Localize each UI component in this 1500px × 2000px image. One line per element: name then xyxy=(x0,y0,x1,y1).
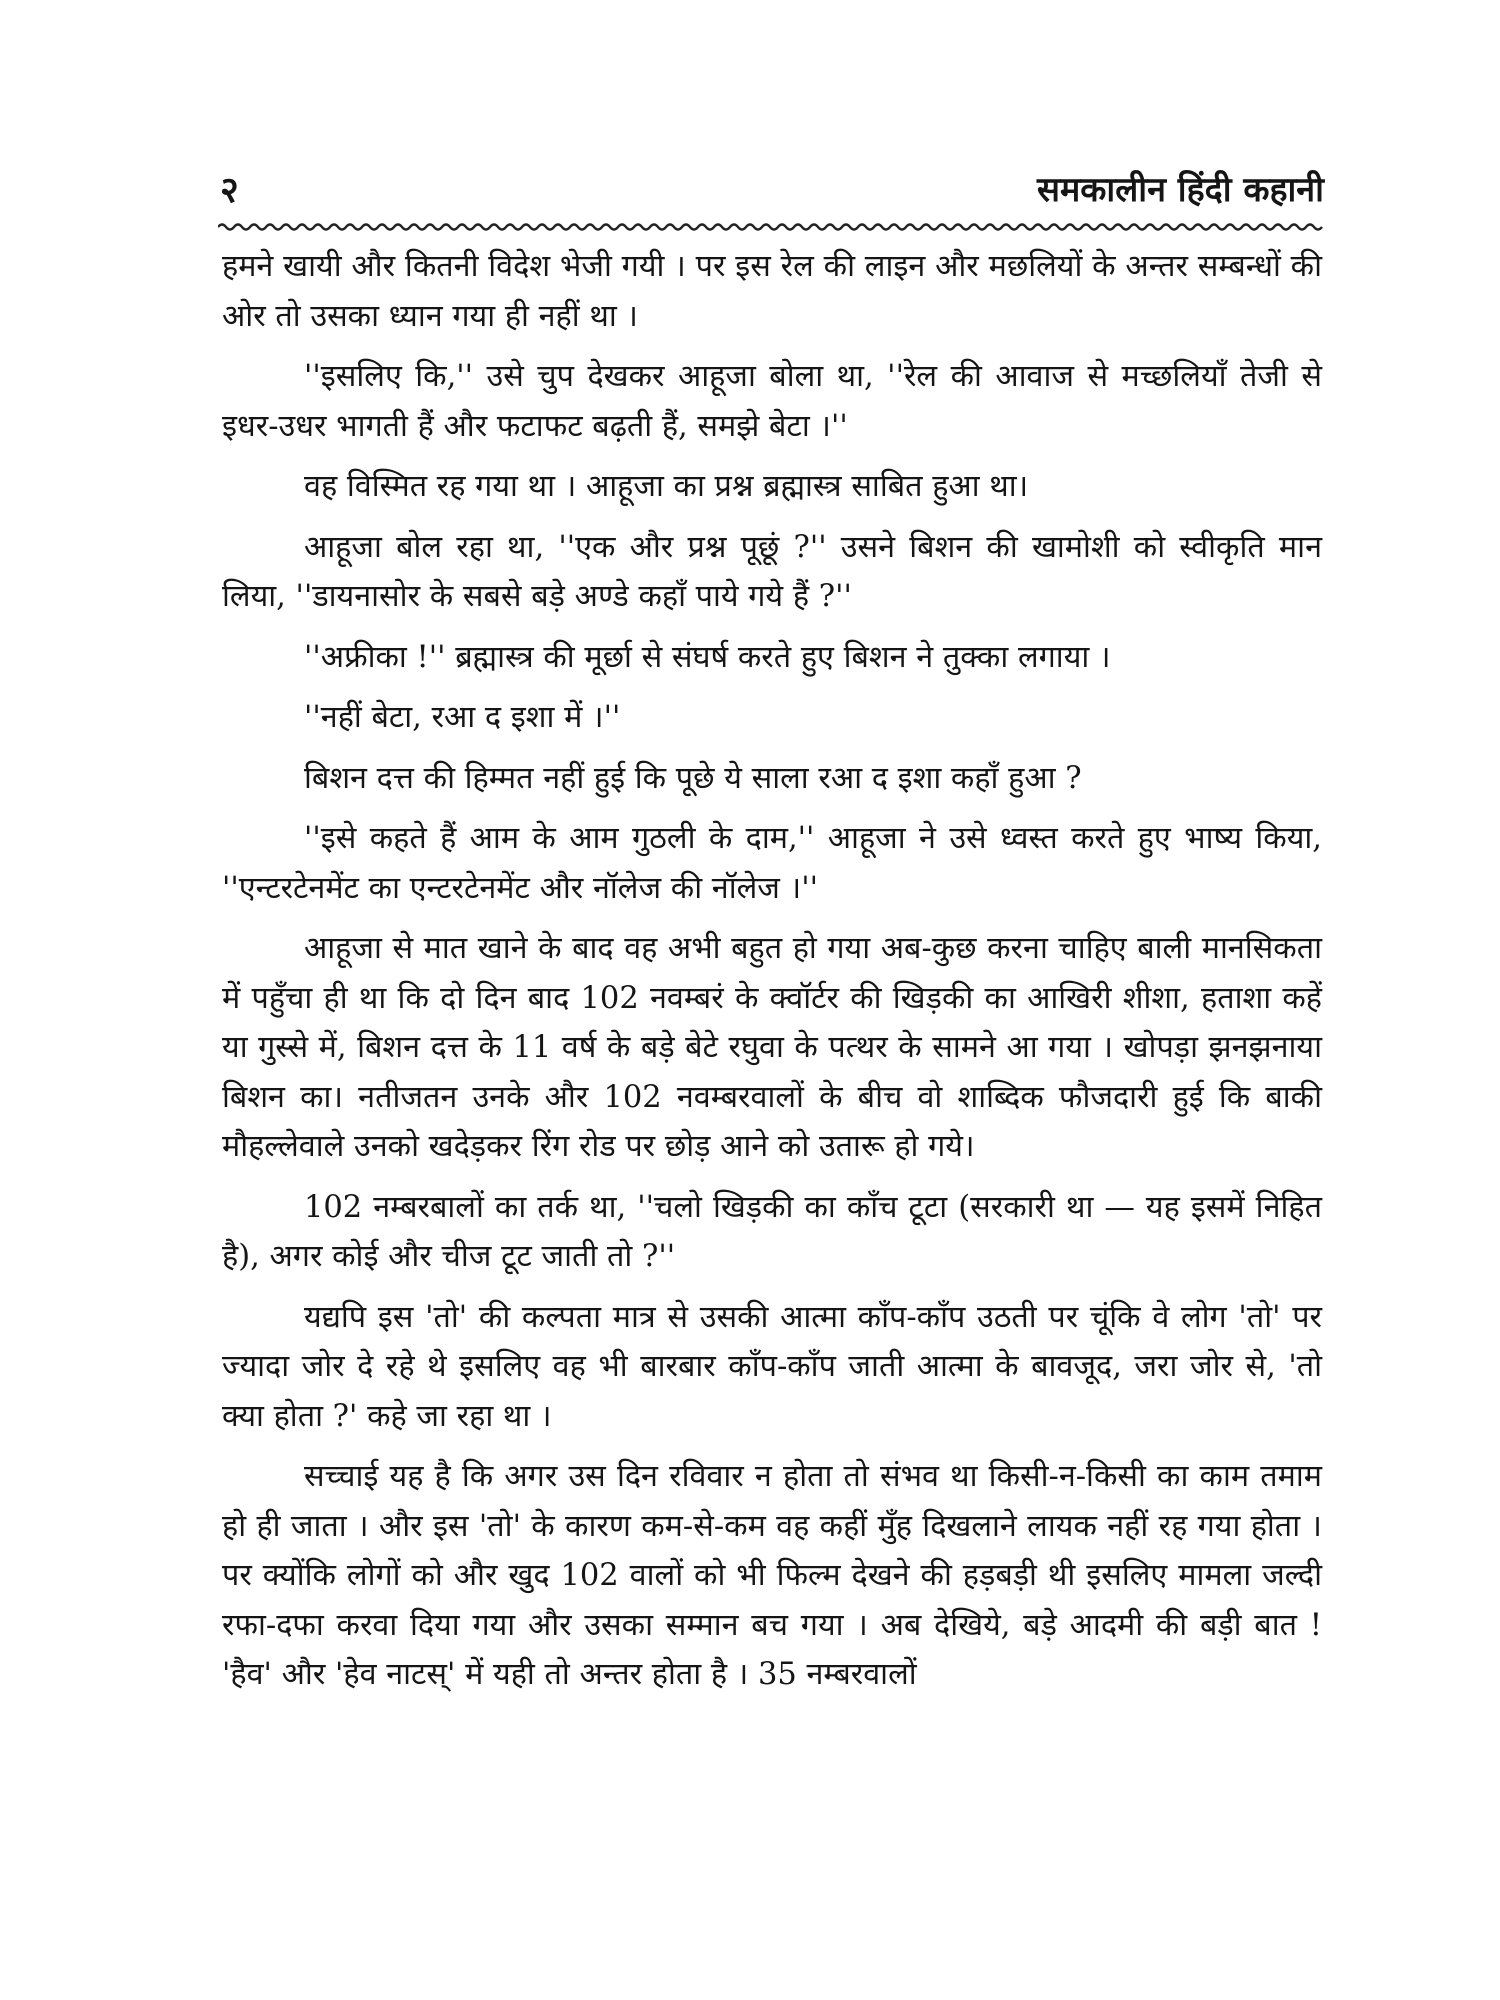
paragraph-2: ''इसलिए कि,'' उसे चुप देखकर आहूजा बोला था, ''रेल की आवाज से मच्छलियाँ तेजी से इधर-उधर भागती हैं और फटाफट बढ़ती हैं, समझे बेटा ।'' xyxy=(222,359,1322,444)
paragraph-7: बिशन दत्त की हिम्मत नहीं हुई कि पूछे ये साला रआ द इशा कहाँ हुआ ? xyxy=(304,760,1082,796)
page-number: २ xyxy=(220,169,239,211)
paragraph-9: आहूजा से मात खाने के बाद वह अभी बहुत हो गया अब-कुछ करना चाहिए बाली मानसिकता में पहुँचा ही था कि दो दिन बाद 102 नवम्बरं के क्वॉर्टर की खिड़की का आखिरी शीशा, हताशा कहें या गुस्से में, बिशन दत्त के 11 वर्ष के बड़े बेटे रघुवा के पत्थर के सामने आ गया । खोपड़ा झनझनाया बिशन का। नतीजतन उनके और 102 नवम्बरवालों के बीच वो शाब्दिक फौजदारी हुई कि बाकी मौहल्लेवाले उनको खदेड़कर रिंग रोड पर छोड़ आने को उतारू हो गये। xyxy=(222,931,1322,1164)
paragraph-6: ''नहीं बेटा, रआ द इशा में ।'' xyxy=(304,700,621,735)
paragraph-1: हमने खायी और कितनी विदेश भेजी गयी । पर इस रेल की लाइन और मछलियों के अन्तर सम्बन्धों की ओर तो उसका ध्यान गया ही नहीं था । xyxy=(222,249,1322,334)
running-title: समकालीन हिंदी कहानी xyxy=(1036,170,1324,210)
paragraph-8: ''इसे कहते हैं आम के आम गुठली के दाम,'' आहूजा ने उसे ध्वस्त करते हुए भाष्य किया, ''एन्टरटेनमेंट का एन्टरटेनमेंट और नॉलेज की नॉलेज ।'' xyxy=(222,821,1322,906)
paragraph-11: यद्यपि इस 'तो' की कल्पता मात्र से उसकी आत्मा काँप-काँप उठती पर चूंकि वे लोग 'तो' पर ज्यादा जोर दे रहे थे इसलिए वह भी बारबार काँप-काँप जाती आत्मा के बावजूद, जरा जोर से, 'तो क्या होता ?' कहे जा रहा था । xyxy=(222,1299,1322,1434)
paragraph-10: 102 नम्बरबालों का तर्क था, ''चलो खिड़की का काँच टूटा (सरकारी था — यह इसमें निहित है), अगर कोई और चीज टूट जाती तो ?'' xyxy=(222,1189,1322,1274)
paragraph-12: सच्चाई यह है कि अगर उस दिन रविवार न होता तो संभव था किसी-न-किसी का काम तमाम हो ही जाता । और इस 'तो' के कारण कम-से-कम वह कहीं मुँह दिखलाने लायक नहीं रह गया होता । पर क्योंकि लोगों को और खुद 102 वालों को भी फिल्म देखने की हड़बड़ी थी इसलिए मामला जल्दी रफा-दफा करवा दिया गया और उसका सम्मान बच गया । अब देखिये, बड़े आदमी की बड़ी बात ! 'हैव' और 'हेव नाटस्' में यही तो अन्तर होता है । 35 नम्बरवालों xyxy=(222,1459,1322,1692)
page-header xyxy=(220,166,1324,226)
body-text xyxy=(222,242,1322,1700)
paragraph-4: आहूजा बोल रहा था, ''एक और प्रश्न पूछूं ?'' उसने बिशन की खामोशी को स्वीकृति मान लिया, ''डायनासोर के सबसे बड़े अण्डे कहाँ पाये गये हैं ?'' xyxy=(222,529,1322,614)
paragraph-5: ''अफ्रीका !'' ब्रह्मास्त्र की मूर्छा से संघर्ष करते हुए बिशन ने तुक्का लगाया । xyxy=(304,639,1111,675)
paragraph-3: वह विस्मित रह गया था । आहूजा का प्रश्न ब्रह्मास्त्र साबित हुआ था। xyxy=(304,469,1029,504)
header-wavy-rule xyxy=(218,220,1324,234)
